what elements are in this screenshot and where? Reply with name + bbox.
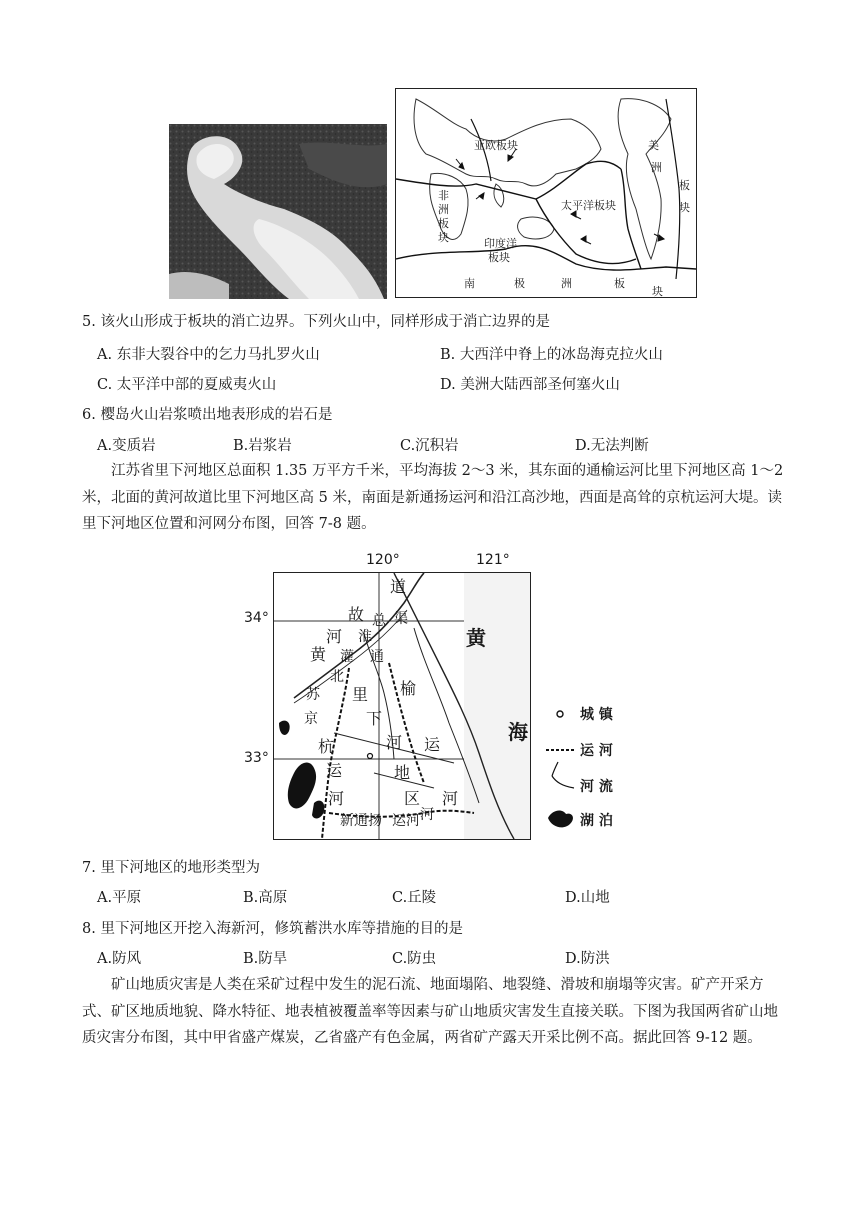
volcano-photo — [169, 124, 387, 299]
q8-stem: 8. 里下河地区开挖入海新河，修筑蓄洪水库等措施的目的是 — [82, 921, 463, 937]
legend-town: 城 镇 — [580, 707, 613, 723]
q7-stem: 7. 里下河地区的地形类型为 — [82, 860, 260, 876]
map-char-he3: 河 — [328, 789, 345, 808]
map-char-hang: 杭 — [318, 737, 335, 756]
q8-option-b: B.防旱 — [243, 951, 288, 967]
map-char-tong: 通 — [370, 649, 384, 665]
map-char-he5: 河 — [420, 807, 434, 823]
label-antarctic-1: 南 — [464, 277, 475, 290]
passage-lixiahe: 江苏省里下河地区总面积 1.35 万平方千米，平均海拔 2～3 米，其东面的通榆运河比里下河地区高 1～2 米，北面的黄河故道比里下河地区高 5 米，南面是新通扬运河和沿江高沙地，西面是高耸的京杭运河大堤。读里下河地区位置和河网分布图，回答 7-8 题。 — [82, 463, 784, 532]
q7-option-c: C.丘陵 — [392, 890, 437, 906]
map-char-he2: 河 — [386, 733, 403, 752]
q8-option-a: A.防风 — [97, 951, 142, 967]
q8-option-c: C.防虫 — [392, 951, 437, 967]
label-antarctic-5: 块 — [652, 285, 663, 298]
label-antarctic-4: 板 — [614, 277, 625, 290]
lon-121-label: 121° — [476, 552, 510, 568]
label-american-3: 板 — [679, 179, 690, 192]
map-char-yu: 榆 — [400, 679, 417, 698]
map-label-yunhe: 运河 — [392, 813, 420, 829]
map-char-gu: 故 — [348, 605, 365, 624]
legend-canal: 运 河 — [580, 743, 613, 759]
lat-34-label: 34° — [244, 610, 269, 626]
label-american-2: 洲 — [651, 161, 662, 174]
q5-option-d: D. 美洲大陆西部圣何塞火山 — [440, 377, 620, 393]
legend-lake: 湖 泊 — [580, 813, 613, 829]
map-char-guan: 灌 — [340, 649, 354, 665]
map-label-xintongyang: 新通扬 — [340, 813, 382, 829]
map-char-he4: 河 — [442, 789, 459, 808]
label-indian-2: 板块 — [488, 251, 510, 264]
map-char-he1: 河 — [326, 627, 343, 646]
label-african-2: 洲 — [438, 203, 449, 216]
q6-option-c: C.沉积岩 — [400, 438, 459, 454]
label-pacific-plate: 太平洋板块 — [561, 199, 616, 212]
q5-option-b: B. 大西洋中脊上的冰岛海克拉火山 — [440, 347, 663, 363]
label-african-3: 板 — [438, 217, 449, 230]
map-char-huang1: 黄 — [310, 645, 327, 664]
q5-option-a: A. 东非大裂谷中的乞力马扎罗火山 — [97, 347, 320, 363]
q6-option-d: D.无法判断 — [575, 438, 649, 454]
label-african-4: 块 — [438, 231, 449, 244]
map-char-su: 苏 — [306, 687, 320, 703]
map-char-huai: 淮 — [358, 629, 372, 645]
label-american-4: 块 — [679, 201, 690, 214]
map-char-li: 里 — [352, 685, 369, 704]
label-eurasian-plate: 亚欧板块 — [474, 139, 518, 152]
q5-stem: 5. 该火山形成于板块的消亡边界。下列火山中，同样形成于消亡边界的是 — [82, 314, 550, 330]
map-legend — [542, 700, 640, 840]
map-label-yellow-sea-2: 海 — [508, 720, 528, 744]
q7-option-d: D.山地 — [565, 890, 610, 906]
label-american-1: 美 — [648, 139, 659, 152]
q8-option-d: D.防洪 — [565, 951, 610, 967]
label-indian-1: 印度洋 — [484, 237, 517, 250]
q6-stem: 6. 樱岛火山岩浆喷出地表形成的岩石是 — [82, 407, 333, 423]
label-antarctic-2: 极 — [514, 277, 525, 290]
map-char-qu2: 区 — [404, 789, 421, 808]
map-char-yun1: 运 — [424, 735, 441, 754]
map-char-yun2: 运 — [326, 761, 343, 780]
label-antarctic-3: 洲 — [561, 277, 572, 290]
label-african-1: 非 — [438, 189, 449, 202]
map-char-jing: 京 — [304, 711, 318, 727]
q7-option-b: B.高原 — [243, 890, 288, 906]
lat-33-label: 33° — [244, 750, 269, 766]
map-char-di: 地 — [394, 763, 411, 782]
q7-option-a: A.平原 — [97, 890, 142, 906]
map-char-dao: 道 — [390, 577, 407, 596]
q6-option-a: A.变质岩 — [97, 438, 156, 454]
map-char-qu: 渠 — [394, 611, 408, 627]
lixiahe-map — [240, 548, 640, 848]
map-char-bei: 北 — [330, 669, 344, 685]
map-char-xia: 下 — [366, 709, 383, 728]
legend-river: 河 流 — [580, 779, 613, 795]
map-char-zong: 总 — [372, 613, 386, 629]
map-label-yellow-sea-1: 黄 — [466, 626, 486, 650]
passage-mining: 矿山地质灾害是人类在采矿过程中发生的泥石流、地面塌陷、地裂缝、滑坡和崩塌等灾害。矿产开采方式、矿区地质地貌、降水特征、地表植被覆盖率等因素与矿山地质灾害发生直接关联。下图为我国两省矿山地质灾害分布图，其中甲省盛产煤炭，乙省盛产有色金属，两省矿产露天开采比例不高。据此回答 9-12 题。 — [82, 977, 778, 1046]
q5-option-c: C. 太平洋中部的夏威夷火山 — [97, 377, 277, 393]
plate-map — [395, 88, 697, 298]
q6-option-b: B.岩浆岩 — [233, 438, 292, 454]
lon-120-label: 120° — [366, 552, 400, 568]
